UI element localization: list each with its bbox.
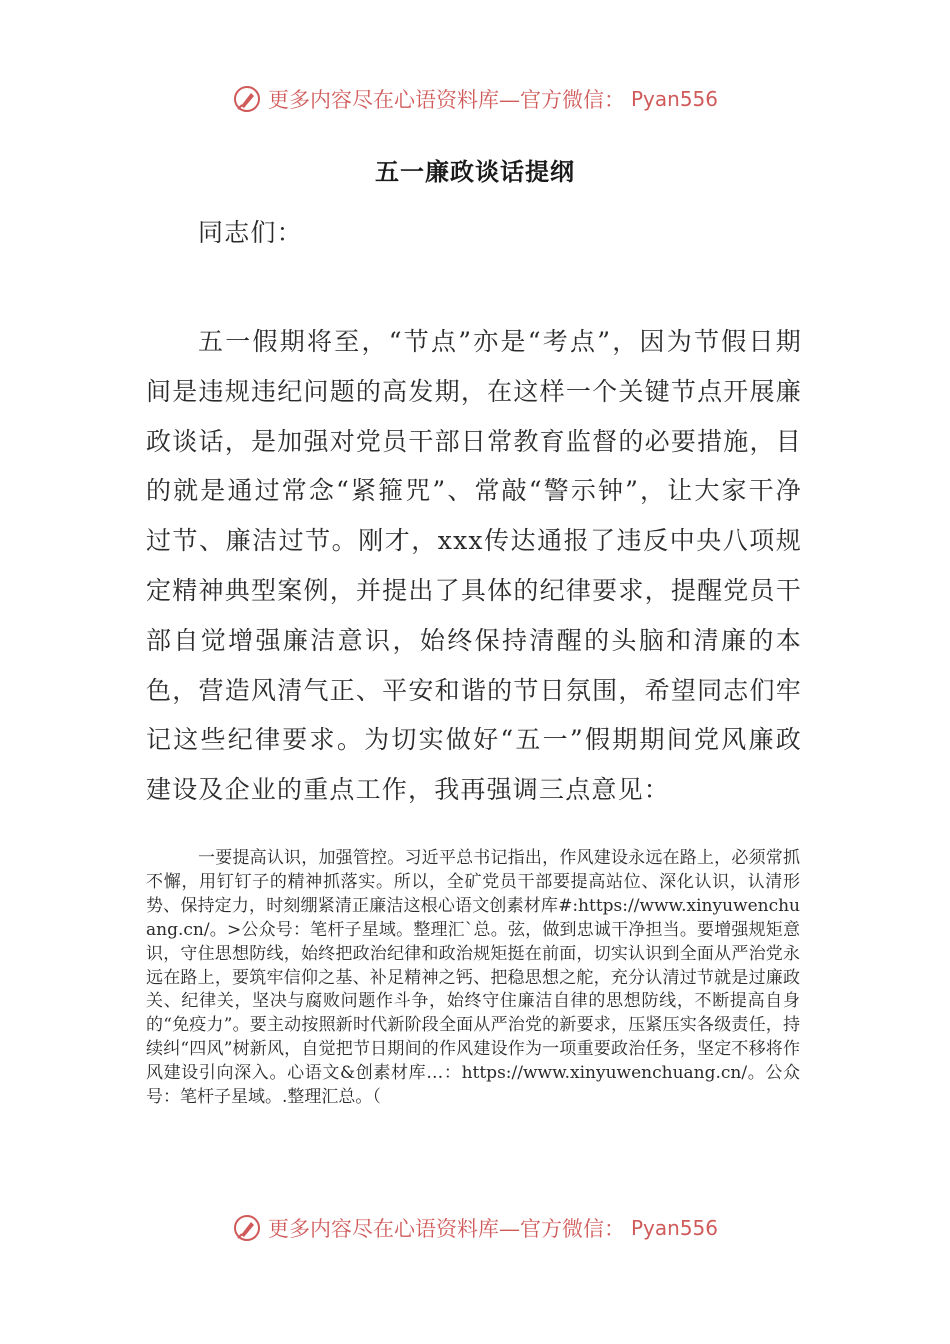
pen-nib-icon: [232, 84, 262, 114]
paragraph-1: 五一假期将至，“节点”亦是“考点”，因为节假日期间是违规违纪问题的高发期，在这样一个关键节点开展廉政谈话，是加强对党员干部日常教育监督的必要措施，目的就是通过常念“紧箍咒”、常敲“警示钟”，让大家干净过节、廉洁过节。刚才，xxx传达通报了违反中央八项规定精神典型案例，并提出了具体的纪律要求，提醒党员干部自觉增强廉洁意识，始终保持清醒的头脑和清廉的本色，营造风清气正、平安和谐的节日氛围，希望同志们牢记这些纪律要求。为切实做好“五一”假期期间党风廉政建设及企业的重点工作，我再强调三点意见：: [146, 327, 802, 805]
wechat-id: Pyan556: [630, 87, 718, 111]
footer-watermark-banner: [0, 1213, 950, 1243]
greeting: 同志们：: [198, 218, 303, 247]
wechat-id: Pyan556: [630, 1216, 718, 1240]
pen-nib-icon: [232, 1213, 262, 1243]
banner-text: 更多内容尽在心语资料库—官方微信：: [267, 88, 625, 112]
banner-text: 更多内容尽在心语资料库—官方微信：: [267, 1217, 625, 1241]
header-watermark-banner: [0, 84, 950, 114]
paragraph-2: 一要提高认识，加强管控。习近平总书记指出，作风建设永远在路上，必须常抓不懈，用钉钉子的精神抓落实。所以，全矿党员干部要提高站位、深化认识，认清形势、保持定力，时刻绷紧清正廉洁这根心语文创素材库#:https://www.xinyuwenchuang.cn/。>公众号：笔杆子星域。整理汇`总。弦，做到忠诚干净担当。要增强规矩意识，守住思想防线，始终把政治纪律和政治规矩挺在前面，切实认识到全面从严治党永远在路上，要筑牢信仰之基、补足精神之钙、把稳思想之舵，充分认清过节就是过廉政关、纪律关，坚决与腐败问题作斗争，始终守住廉洁自律的思想防线，不断提高自身的“免疫力”。要主动按照新时代新阶段全面从严治党的新要求，压紧压实各级责任，持续纠“四风”树新风，自觉把节日期间的作风建设作为一项重要政治任务，坚定不移将作风建设引向深入。心语文&创素材库…：https://www.xinyuwenchuang.cn/。公众号：笔杆子星域。.整理汇总。（: [146, 848, 800, 1108]
document-title: 五一廉政谈话提纲: [375, 157, 575, 186]
